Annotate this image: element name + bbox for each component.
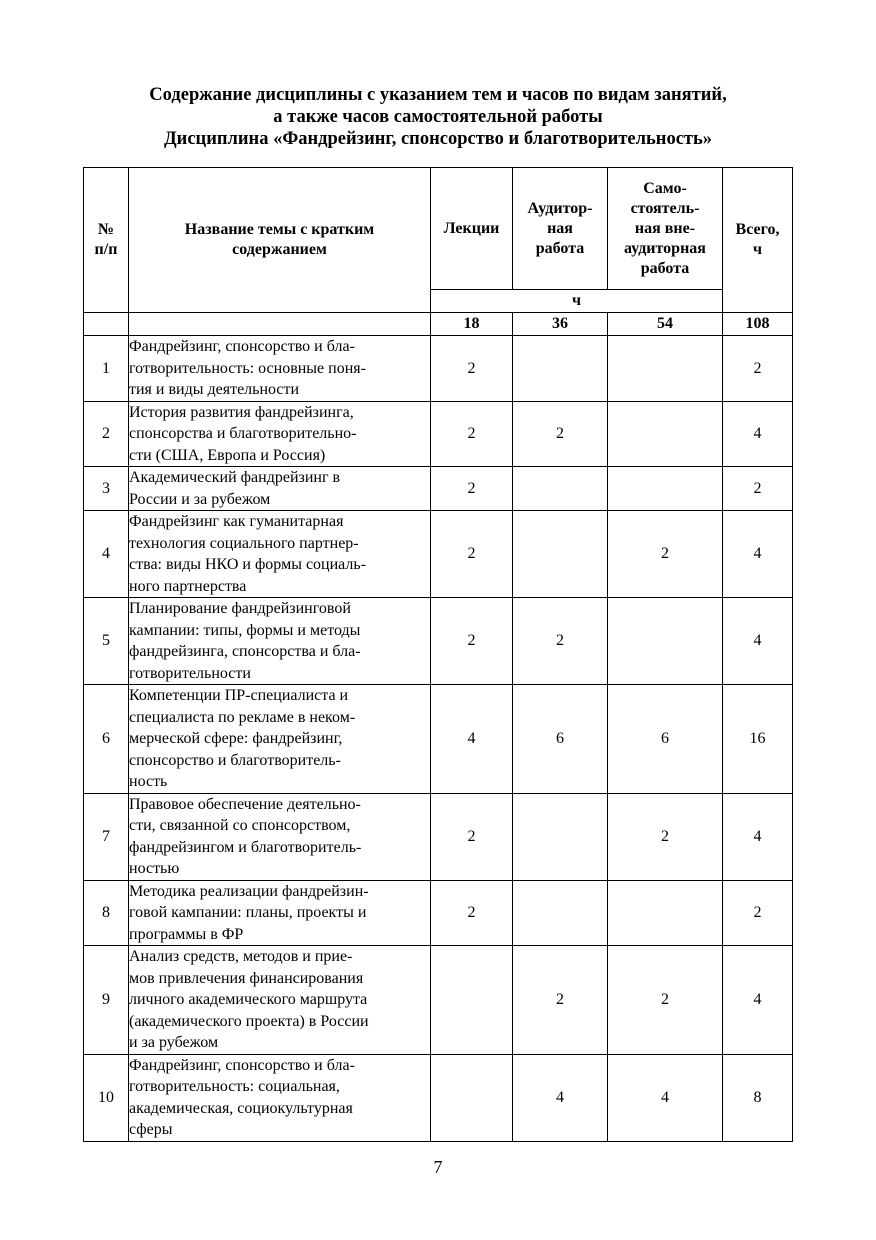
row-topic xyxy=(129,880,431,946)
row-self-hours: 2 xyxy=(608,511,723,598)
row-lectures-hours: 2 xyxy=(431,336,513,402)
row-lectures-hours xyxy=(431,1054,513,1141)
row-auditorium-hours: 6 xyxy=(513,685,608,794)
row-total-hours: 4 xyxy=(723,793,793,880)
topic-line: личного академического маршрута xyxy=(129,991,368,1008)
row-total-hours: 2 xyxy=(723,880,793,946)
header-num: № п/п xyxy=(84,168,129,313)
row-number: 1 xyxy=(84,336,129,402)
row-total-hours: 2 xyxy=(723,467,793,511)
topic-line: сти, связанной со спонсорством, xyxy=(129,817,351,834)
row-auditorium-hours: 2 xyxy=(513,598,608,685)
topic-line: Правовое обеспечение деятельно- xyxy=(129,795,361,813)
topic-line: фандрейзинга, спонсорства и бла- xyxy=(129,643,361,660)
row-number: 4 xyxy=(84,511,129,598)
row-total-hours: 4 xyxy=(723,946,793,1055)
topic-line: Компетенции ПР-специалиста и xyxy=(129,687,349,704)
topic-line: сти (США, Европа и Россия) xyxy=(129,446,326,464)
row-auditorium-hours xyxy=(513,511,608,598)
table-row xyxy=(84,946,793,1055)
row-number: 3 xyxy=(84,467,129,511)
header-lectures: Лекции xyxy=(431,168,513,290)
topic-line: сферы xyxy=(129,1121,173,1138)
row-lectures-hours: 2 xyxy=(431,598,513,685)
topic-line: Академический фандрейзинг в xyxy=(129,469,341,486)
topic-line: Фандрейзинг, спонсорство и бла- xyxy=(129,338,355,355)
row-topic xyxy=(129,685,431,794)
table-row xyxy=(84,336,793,402)
topic-line: ства: виды НКО и формы социаль- xyxy=(129,556,367,573)
row-number: 10 xyxy=(84,1054,129,1141)
row-auditorium-hours: 4 xyxy=(513,1054,608,1141)
topic-line: фандрейзингом и благотворитель- xyxy=(129,838,362,856)
topic-line: Анализ средств, методов и прие- xyxy=(129,948,353,965)
topic-line: ностью xyxy=(129,860,180,877)
row-auditorium-hours: 2 xyxy=(513,401,608,467)
row-lectures-hours: 2 xyxy=(431,793,513,880)
topic-line: кампании: типы, формы и методы xyxy=(129,621,361,639)
header-total: Всего, ч xyxy=(723,168,793,313)
topic-line: ность xyxy=(129,773,168,790)
row-number: 9 xyxy=(84,946,129,1055)
row-self-hours: 6 xyxy=(608,685,723,794)
row-self-hours xyxy=(608,880,723,946)
table-row xyxy=(84,880,793,946)
topic-line: История развития фандрейзинга, xyxy=(129,403,354,421)
row-number: 5 xyxy=(84,598,129,685)
totals-spacer xyxy=(84,313,129,336)
table-row xyxy=(84,401,793,467)
topic-line: спонсорства и благотворительно- xyxy=(129,425,357,442)
row-lectures-hours: 2 xyxy=(431,511,513,598)
header-self-study: Само- стоятель- ная вне- аудиторная работа xyxy=(608,168,723,290)
topic-line: академическая, социокультурная xyxy=(129,1099,353,1117)
table-row xyxy=(84,467,793,511)
row-lectures-hours: 4 xyxy=(431,685,513,794)
topic-line: говой кампании: планы, проекты и xyxy=(129,904,367,921)
row-total-hours: 2 xyxy=(723,336,793,402)
total-lectures: 18 xyxy=(431,313,513,336)
table-row xyxy=(84,793,793,880)
row-self-hours: 2 xyxy=(608,946,723,1055)
total-hours: 108 xyxy=(723,313,793,336)
row-self-hours: 2 xyxy=(608,793,723,880)
topic-line: и за рубежом xyxy=(129,1034,219,1051)
topic-line: Методика реализации фандрейзин- xyxy=(129,882,369,900)
topic-line: программы в ФР xyxy=(129,925,244,943)
topic-line: мерческой сфере: фандрейзинг, xyxy=(129,730,343,747)
row-auditorium-hours: 2 xyxy=(513,946,608,1055)
row-lectures-hours xyxy=(431,946,513,1055)
title-line-2: а также часов самостоятельной работы xyxy=(273,107,603,127)
page-number: 7 xyxy=(433,1157,443,1177)
row-auditorium-hours xyxy=(513,880,608,946)
row-number: 7 xyxy=(84,793,129,880)
row-topic xyxy=(129,946,431,1055)
row-self-hours xyxy=(608,336,723,402)
row-self-hours xyxy=(608,598,723,685)
row-number: 8 xyxy=(84,880,129,946)
header-auditorium: Аудитор- ная работа xyxy=(513,168,608,290)
row-total-hours: 4 xyxy=(723,511,793,598)
topic-line: мов привлечения финансирования xyxy=(129,969,364,987)
total-self-study: 54 xyxy=(608,313,723,336)
row-lectures-hours: 2 xyxy=(431,467,513,511)
topic-line: готворительность: социальная, xyxy=(129,1078,340,1095)
page-title xyxy=(0,84,876,150)
totals-spacer xyxy=(129,313,431,336)
row-number: 6 xyxy=(84,685,129,794)
row-total-hours: 8 xyxy=(723,1054,793,1141)
row-topic xyxy=(129,1054,431,1141)
row-total-hours: 4 xyxy=(723,401,793,467)
topic-line: тия и виды деятельности xyxy=(129,381,300,398)
table-row xyxy=(84,598,793,685)
discipline-hours-table xyxy=(83,167,793,1142)
header-topic: Название темы с кратким содержанием xyxy=(129,168,431,313)
row-auditorium-hours xyxy=(513,467,608,511)
row-auditorium-hours xyxy=(513,336,608,402)
row-total-hours: 16 xyxy=(723,685,793,794)
header-units: ч xyxy=(431,290,723,313)
topic-line: специалиста по рекламе в неком- xyxy=(129,708,356,726)
table-row xyxy=(84,511,793,598)
row-lectures-hours: 2 xyxy=(431,401,513,467)
topic-line: готворительность: основные поня- xyxy=(129,359,366,377)
topic-line: Фандрейзинг, спонсорство и бла- xyxy=(129,1056,355,1074)
row-self-hours: 4 xyxy=(608,1054,723,1141)
topic-line: Фандрейзинг как гуманитарная xyxy=(129,513,344,530)
row-topic xyxy=(129,336,431,402)
row-lectures-hours: 2 xyxy=(431,880,513,946)
row-self-hours xyxy=(608,467,723,511)
row-total-hours: 4 xyxy=(723,598,793,685)
row-topic xyxy=(129,511,431,598)
topic-line: Планирование фандрейзинговой xyxy=(129,600,351,617)
topic-line: спонсорство и благотворитель- xyxy=(129,751,341,769)
title-line-3: Дисциплина «Фандрейзинг, спонсорство и благотворительность» xyxy=(163,129,713,149)
table-row xyxy=(84,685,793,794)
row-number: 2 xyxy=(84,401,129,467)
row-auditorium-hours xyxy=(513,793,608,880)
topic-line: ного партнерства xyxy=(129,577,247,595)
total-auditorium: 36 xyxy=(513,313,608,336)
row-topic xyxy=(129,598,431,685)
row-topic xyxy=(129,401,431,467)
row-topic xyxy=(129,467,431,511)
row-self-hours xyxy=(608,401,723,467)
topic-line: России и за рубежом xyxy=(129,490,271,508)
table-row xyxy=(84,1054,793,1141)
row-topic xyxy=(129,793,431,880)
topic-line: готворительности xyxy=(129,664,251,682)
topic-line: (академического проекта) в России xyxy=(129,1012,369,1030)
topic-line: технология социального партнер- xyxy=(129,534,359,552)
title-line-1: Содержание дисциплины с указанием тем и часов по видам занятий, xyxy=(149,85,727,105)
